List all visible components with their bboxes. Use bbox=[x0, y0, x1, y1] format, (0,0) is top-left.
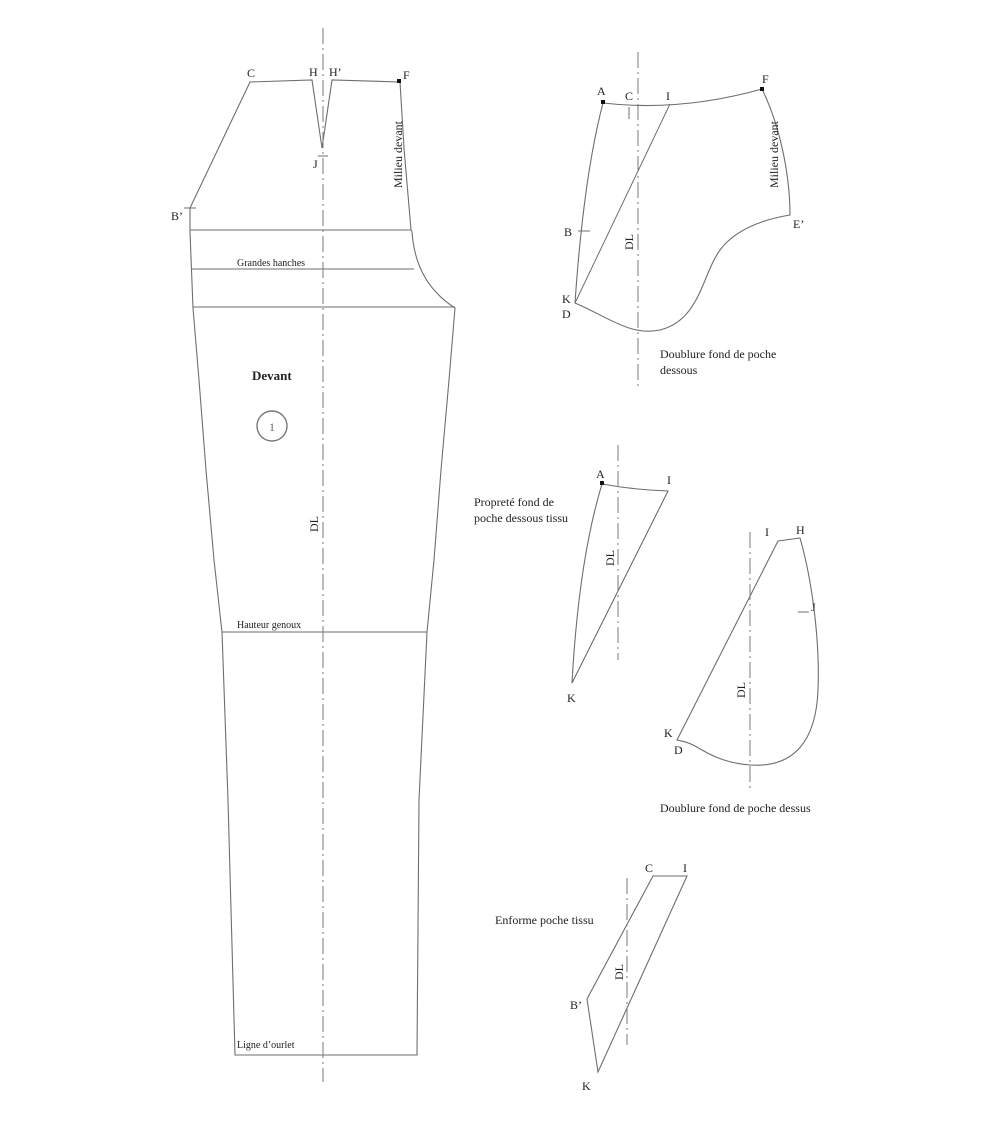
dessus-label-j: J bbox=[811, 600, 816, 614]
front-point-f-marker bbox=[397, 79, 401, 83]
dessous-label-d: D bbox=[562, 307, 571, 321]
front-label-h: H bbox=[309, 65, 318, 79]
proprete-outline bbox=[572, 484, 668, 683]
dessous-milieu-devant: Milieu devant bbox=[767, 121, 781, 188]
enforme-label-c: C bbox=[645, 861, 654, 875]
enforme-outline bbox=[587, 876, 687, 1072]
front-label-b2: B’ bbox=[171, 209, 183, 223]
dessous-point-a-marker bbox=[601, 100, 605, 104]
front-label-h2: H’ bbox=[329, 65, 342, 79]
dessus-label-k: K bbox=[664, 726, 673, 740]
front-piece bbox=[171, 28, 455, 1082]
enforme-label-k: K bbox=[582, 1079, 591, 1093]
dessous-diagonal bbox=[575, 104, 670, 303]
front-title: Devant bbox=[252, 368, 292, 383]
proprete-caption-1: Propreté fond de bbox=[474, 495, 554, 509]
dessous-label-b: B bbox=[564, 225, 573, 239]
dessous-caption-1: Doublure fond de poche bbox=[660, 347, 777, 361]
proprete-dl-label: DL bbox=[603, 550, 617, 566]
front-outline bbox=[190, 80, 455, 1055]
front-ligne-ourlet: Ligne d’ourlet bbox=[237, 1040, 295, 1051]
piece-proprete bbox=[474, 445, 671, 705]
dessus-label-d: D bbox=[674, 743, 683, 757]
dessous-label-a: A bbox=[597, 84, 606, 98]
front-grandes-hanches: Grandes hanches bbox=[237, 258, 306, 269]
proprete-label-k: K bbox=[567, 691, 576, 705]
proprete-caption-2: poche dessous tissu bbox=[474, 511, 568, 525]
proprete-label-a: A bbox=[596, 467, 605, 481]
front-label-j: J bbox=[313, 157, 318, 171]
dessus-label-i: I bbox=[765, 525, 769, 539]
dessous-label-c: C bbox=[625, 89, 634, 103]
piece-doublure-dessus bbox=[660, 523, 818, 815]
dessous-label-f: F bbox=[762, 72, 769, 86]
enforme-caption: Enforme poche tissu bbox=[495, 913, 594, 927]
piece-doublure-dessous bbox=[562, 52, 804, 388]
enforme-dl-label: DL bbox=[612, 964, 626, 980]
dessus-dl-label: DL bbox=[734, 682, 748, 698]
front-label-f: F bbox=[403, 68, 410, 82]
front-number: 1 bbox=[269, 420, 275, 434]
front-dl-label: DL bbox=[307, 516, 321, 532]
dessous-dl-label: DL bbox=[622, 234, 636, 250]
enforme-label-i: I bbox=[683, 861, 687, 875]
dessous-caption-2: dessous bbox=[660, 363, 698, 377]
dessus-outline bbox=[677, 538, 818, 765]
front-milieu-devant: Milieu devant bbox=[391, 121, 405, 188]
proprete-label-i: I bbox=[667, 473, 671, 487]
dessous-point-f-marker bbox=[760, 87, 764, 91]
dessous-label-k: K bbox=[562, 292, 571, 306]
piece-enforme bbox=[495, 861, 687, 1093]
dessous-label-e2: E’ bbox=[793, 217, 805, 231]
front-hauteur-genoux: Hauteur genoux bbox=[237, 620, 302, 631]
dessus-caption: Doublure fond de poche dessus bbox=[660, 801, 811, 815]
dessous-outline bbox=[575, 89, 790, 331]
dessous-label-i: I bbox=[666, 89, 670, 103]
enforme-label-b2: B’ bbox=[570, 998, 582, 1012]
proprete-point-a-marker bbox=[600, 481, 604, 485]
front-label-c: C bbox=[247, 66, 256, 80]
dessus-label-h: H bbox=[796, 523, 805, 537]
